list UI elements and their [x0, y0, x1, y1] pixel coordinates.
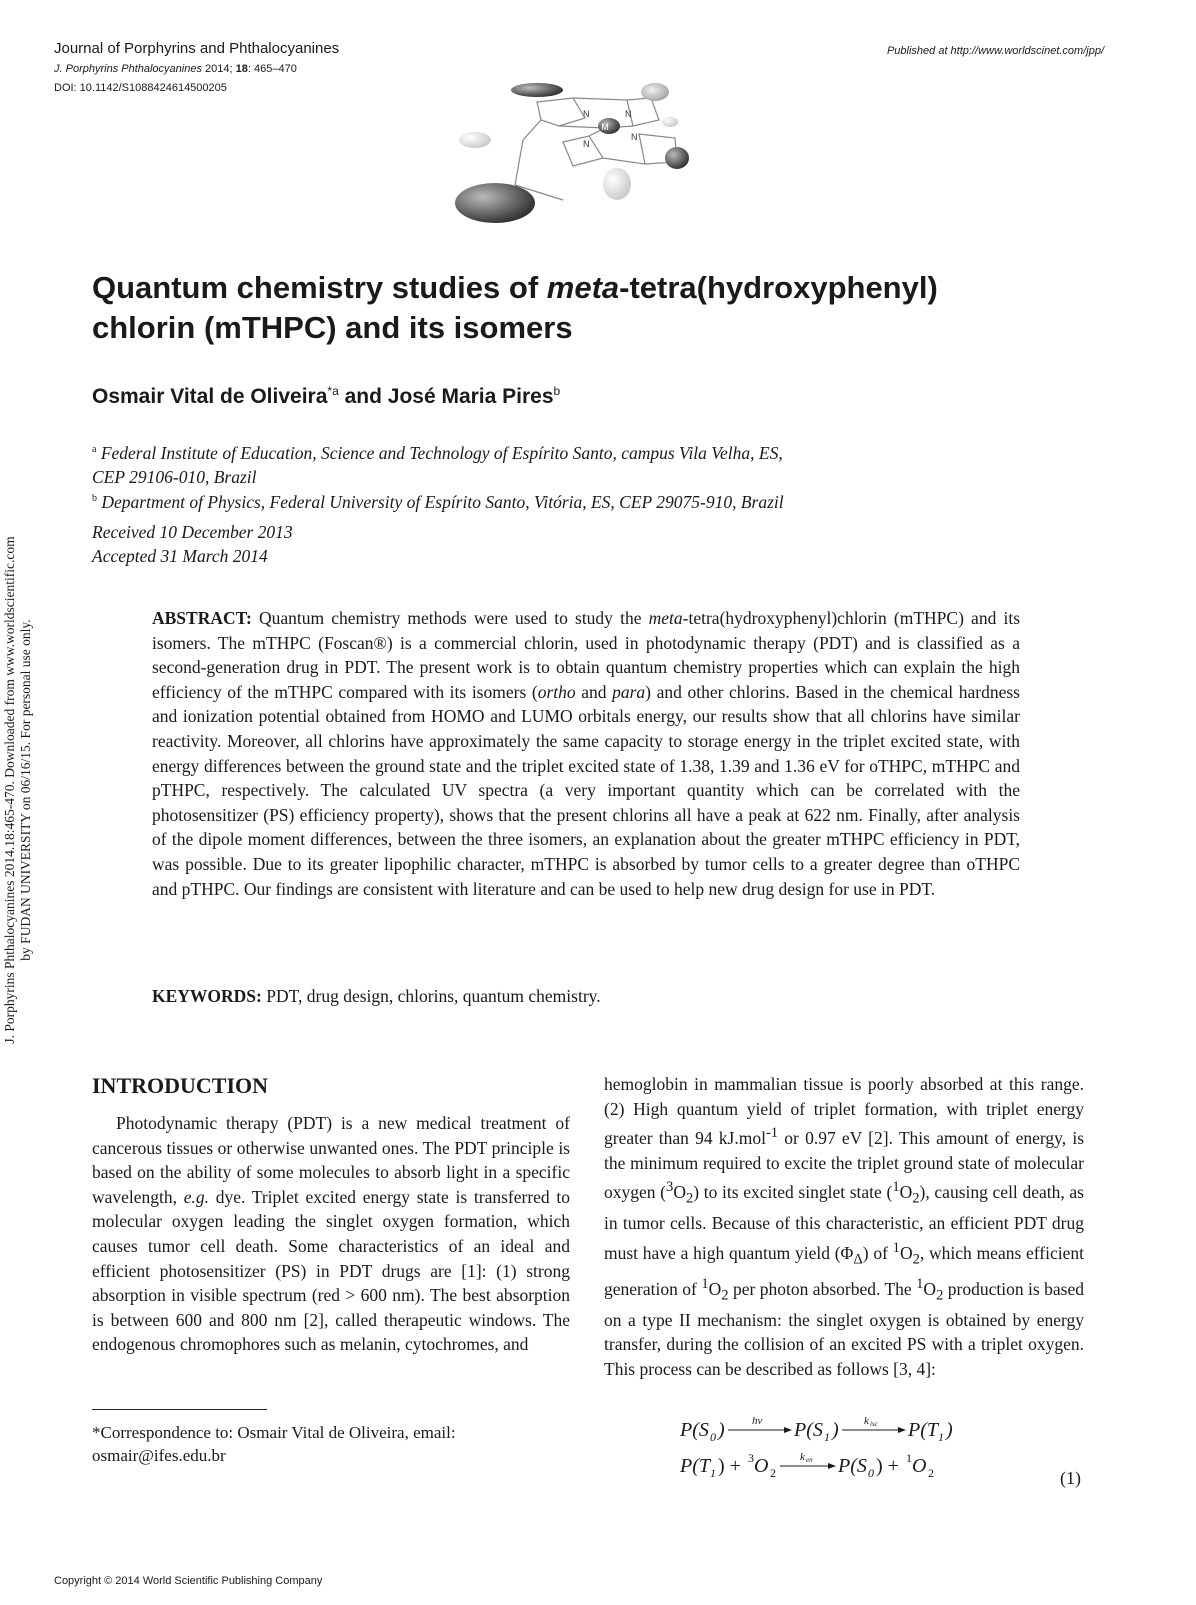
intro-text: O [899, 1242, 913, 1263]
journal-logo [455, 80, 715, 235]
affiliation-b [92, 487, 972, 514]
affiliation-a-sup: a [92, 444, 97, 455]
section-heading-introduction: INTRODUCTION [92, 1073, 269, 1098]
abstract-italic: para [612, 681, 646, 702]
keywords-text: PDT, drug design, chlorins, quantum chemistry. [261, 986, 601, 1006]
introduction-right-column [604, 1072, 1084, 1381]
copyright: Copyright © 2014 World Scientific Publishing Company [54, 1575, 323, 1587]
eq-term: P(S [838, 1455, 867, 1477]
intro-text: per photon absorbed. The [728, 1278, 917, 1299]
logo-n-label: N [583, 109, 590, 119]
eq-arrow-head [784, 1427, 792, 1433]
intro-text: hemoglobin in mammalian tissue is poorly absorbed at this range. (2) High quantum yield of triplet formation, with triplet energy greater than 94 kJ.mol [604, 1074, 1084, 1149]
eq-sub: 0 [868, 1466, 874, 1480]
citation-volume: 18 [235, 63, 248, 75]
authors [92, 384, 560, 409]
author-1: Osmair Vital de Oliveira [92, 385, 328, 408]
keywords [152, 986, 1020, 1007]
footnote-divider [92, 1409, 267, 1410]
abstract-italic: meta [648, 608, 683, 628]
eq-arrow-sub: isc [870, 1420, 878, 1428]
intro-text: production is based on a type II mechanism: the singlet oxygen is obtained by energy transfer, during the collision of an excited PS with a triplet oxygen. This process can be described as follows [3, 4]: [604, 1278, 1084, 1379]
intro-sup: 1 [892, 1239, 900, 1256]
eq-term: ) [946, 1419, 953, 1441]
eq-term: P(T [680, 1455, 710, 1477]
abstract-text: ) and other chlorins. Based in the chemical hardness and ionization potential obtained from HOMO and LUMO orbitals energy, our results show that all chlorins have similar reactivity. Moreover, all chlorins have approximately the same capacity to storage energy in the triplet excited state, with energy differences between the ground state and the triplet excited state of 1.38, 1.39 and 1.36 eV for oTHPC, mTHPC and pTHPC, respectively. The calculated UV spectra (a very important quantity which can be correlated with the photosensitizer (PS) efficiency property), shows that the present chlorins all have a peak at 622 nm. Finally, after analysis of the dipole moment differences, between the three isomers, an explanation about the greater mTHPC efficiency in PDT, was possible. Due to its greater lipophilic character, mTHPC is absorbed by tumor cells to a greater degree than oTHPC and pTHPC. Our findings are consistent with literature and can be used to help new drug design for use in PDT. [152, 681, 1020, 899]
eq-arrow-label: k [864, 1415, 869, 1427]
journal-name: Journal of Porphyrins and Phthalocyanines [54, 40, 340, 57]
intro-text: dye. Triplet excited energy state is transferred to molecular oxygen leading the singlet oxygen formation, which causes tumor cell death. Some characteristics of an ideal and efficient photosensitizer (PS) in PDT drugs are [1]: (1) strong absorption in visible spectrum (red > 600 nm). The best absorption is between 600 and 800 nm [2], called therapeutic windows. The endogenous chromophores such as melanin, cytochromes, and [92, 1186, 570, 1355]
eq-sub: 0 [710, 1430, 716, 1444]
logo-m-label: M [601, 122, 609, 132]
title-italic: meta [546, 270, 620, 305]
intro-text: ), causing cell death, as in tumor cells. Because of this characteristic, an efficient PDT drug must have a high quantum yield (Φ [604, 1182, 1084, 1263]
eq-term: ) + [718, 1455, 741, 1477]
published-at: Published at http://www.worldscinet.com/jpp/ [886, 45, 1104, 57]
intro-sup: 1 [916, 1275, 924, 1292]
eq-sub: 2 [928, 1466, 934, 1480]
accepted-date: Accepted 31 March 2014 [92, 546, 268, 566]
abstract-text: Quantum chemistry methods were used to study the [251, 608, 649, 628]
abstract-text: and [575, 681, 613, 702]
abstract [152, 606, 1020, 901]
abstract-text: -tetra(hydroxyphenyl)chlorin (mTHPC) and its isomers. The mTHPC (Foscan®) is a commercial chlorin, used in photodynamic therapy (PDT) and is classified as a second-generation drug in PDT. The present work is to obtain quantum chemistry properties which can explain the high efficiency of the mTHPC compared with its isomers ( [152, 608, 1020, 702]
abstract-label: ABSTRACT: [152, 608, 252, 628]
eq-arrow-head [828, 1463, 836, 1469]
citation-journal: J. Porphyrins Phthalocyanines [54, 63, 202, 75]
authors-connector: and [338, 385, 388, 408]
author-2-sup: b [553, 384, 561, 398]
equation-1 [680, 1412, 980, 1482]
citation-year: 2014; [205, 63, 233, 75]
intro-text: O [899, 1182, 913, 1203]
intro-sup: -1 [765, 1125, 779, 1142]
intro-sub: 2 [685, 1190, 694, 1207]
logo-n-label: N [583, 139, 590, 149]
intro-sub: 2 [721, 1286, 729, 1303]
eq-term: P(S [680, 1419, 709, 1441]
affiliation-a-line-2: CEP 29106-010, Brazil [92, 466, 257, 487]
eq-sub: 1 [824, 1430, 830, 1444]
intro-sub: Δ [853, 1251, 863, 1268]
author-1-sup: *a [327, 384, 339, 398]
logo-n-label: N [625, 109, 632, 119]
eq-arrow-label: hv [752, 1415, 763, 1427]
intro-text: O [673, 1182, 686, 1203]
intro-text: Photodynamic therapy (PDT) is a new medical treatment of cancerous tissues or otherwise unwanted ones. The PDT principle is based on the ability of some molecules to absorb light in a specific wavelength, [92, 1113, 570, 1207]
eq-sub: 1 [938, 1430, 944, 1444]
eq-term: O [754, 1455, 769, 1477]
intro-sup: 1 [892, 1179, 900, 1196]
title-part-2: -tetra(hydroxyphenyl) [619, 270, 938, 305]
intro-sup: 3 [666, 1179, 674, 1196]
side-note-line-2: by FUDAN UNIVERSITY on 06/16/15. For personal use only. [18, 619, 33, 961]
eq-arrow-label: k [800, 1451, 805, 1463]
journal-citation [54, 63, 297, 75]
download-side-note [2, 490, 34, 1090]
eq-term: P(S [794, 1419, 823, 1441]
intro-text: O [923, 1278, 937, 1299]
eq-sub: 2 [770, 1466, 776, 1480]
intro-sub: 2 [936, 1286, 944, 1303]
eq-arrow-sub: en [806, 1456, 813, 1464]
correspondence-footnote: *Correspondence to: Osmair Vital de Oliveira, email: osmair@ifes.edu.br [92, 1423, 456, 1465]
affiliation-b-sup: b [92, 493, 97, 504]
affiliation-a-line-1: Federal Institute of Education, Science and Technology of Espírito Santo, campus Vila Velha, ES, [100, 442, 783, 463]
eq-term: ) + [876, 1455, 899, 1477]
intro-text: , which means efficient generation of [604, 1242, 1085, 1299]
abstract-italic: ortho [537, 681, 576, 702]
introduction-left-column [92, 1111, 570, 1357]
intro-text: O [708, 1278, 722, 1299]
eq-term: O [912, 1455, 927, 1477]
equation-number: (1) [1060, 1468, 1081, 1488]
intro-text: or 0.97 eV [2]. This amount of energy, is the minimum required to excite the triplet ground state of molecular oxygen ( [604, 1128, 1084, 1203]
eq-term: ) [718, 1419, 725, 1441]
eq-sup: 3 [748, 1451, 754, 1465]
eq-term: ) [832, 1419, 839, 1441]
author-2: José Maria Pires [387, 385, 554, 408]
logo-n-label: N [631, 132, 638, 142]
intro-text: ) to its excited singlet state ( [693, 1182, 893, 1203]
keywords-label: KEYWORDS: [152, 986, 262, 1006]
intro-sub: 2 [912, 1251, 920, 1268]
intro-text: ) of [862, 1242, 893, 1263]
eq-sub: 1 [710, 1466, 716, 1480]
intro-sub: 2 [912, 1190, 920, 1207]
intro-sup: 1 [701, 1275, 709, 1292]
affiliation-a [92, 438, 972, 489]
received-date: Received 10 December 2013 [92, 522, 293, 542]
title-line-2: chlorin (mTHPC) and its isomers [92, 310, 573, 345]
eq-sup: 1 [906, 1451, 912, 1465]
intro-italic: e.g. [183, 1186, 210, 1207]
citation-pages: : 465–470 [247, 63, 297, 75]
journal-doi: DOI: 10.1142/S1088424614500205 [54, 82, 227, 94]
eq-term: P(T [908, 1419, 938, 1441]
eq-arrow-head [898, 1427, 906, 1433]
article-title [92, 268, 1092, 348]
side-note-line-1: J. Porphyrins Phthalocyanines 2014.18:465-470. Downloaded from www.worldscientific.com [2, 536, 17, 1044]
title-part-1: Quantum chemistry studies of [92, 270, 547, 305]
affiliation-b-text: Department of Physics, Federal University of Espírito Santo, Vitória, ES, CEP 29075-910, Brazil [101, 491, 784, 512]
